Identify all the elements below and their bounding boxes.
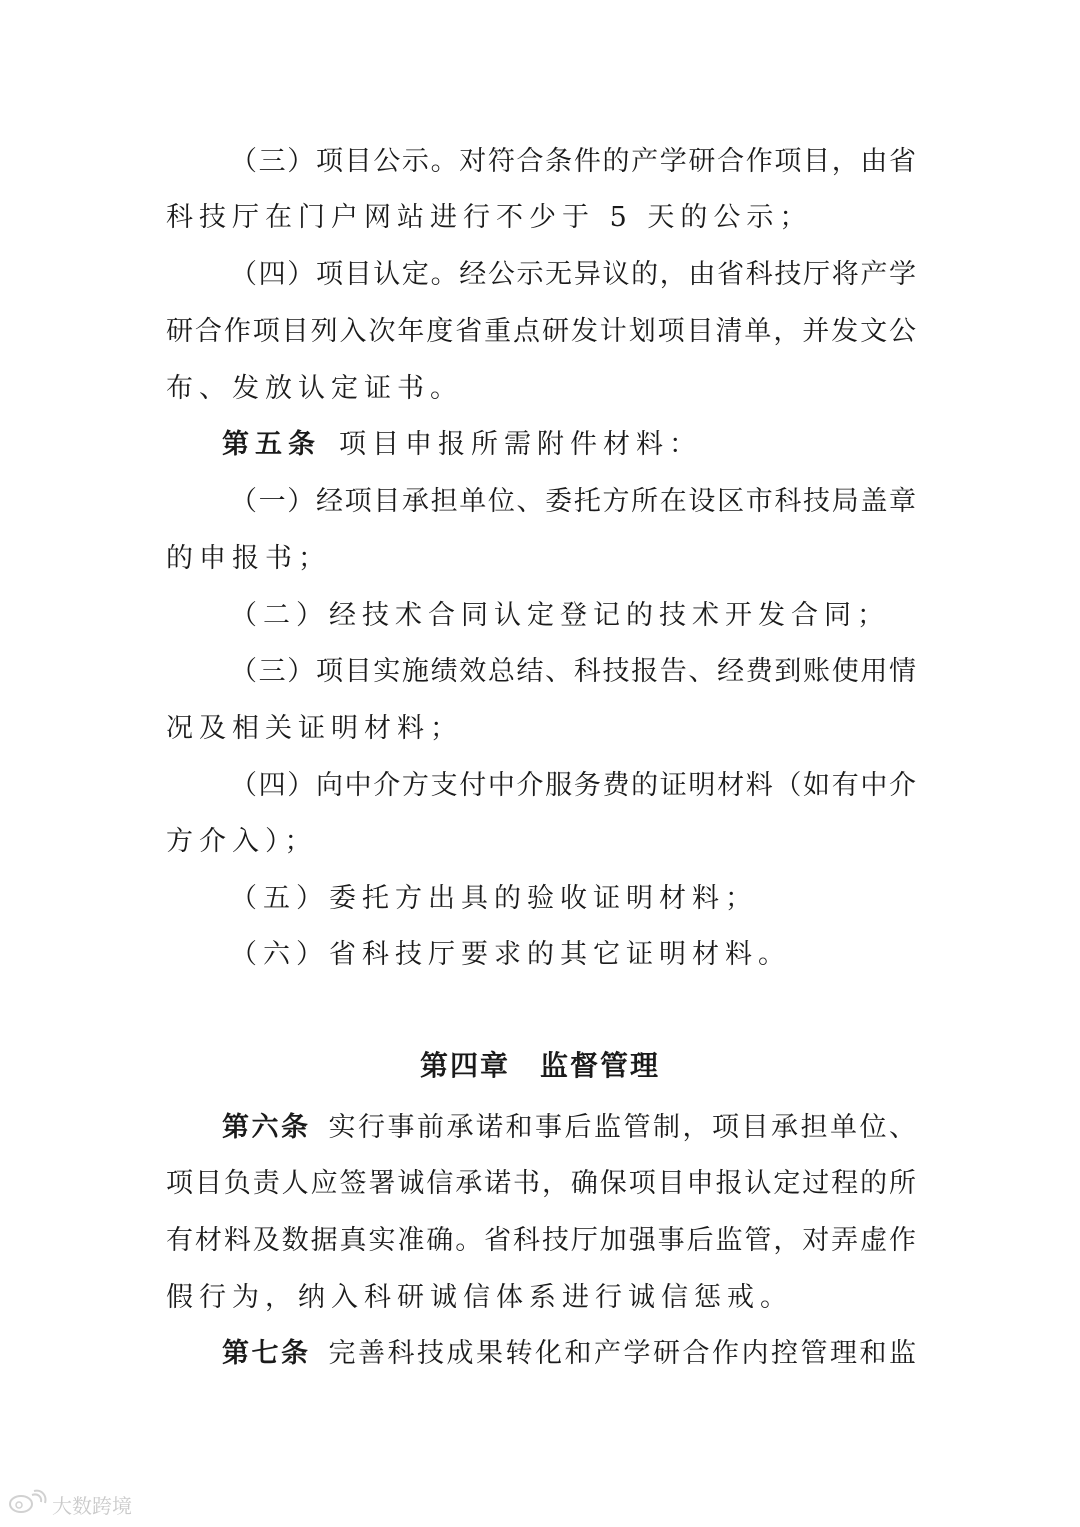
- article-6-line-1: [222, 1108, 916, 1148]
- section-4-line-1: （四）项目认定。经公示无异议的，由省科技厅将产学: [230, 259, 916, 290]
- article-5-label: 第五条: [222, 429, 321, 460]
- section-4-line-2: 研合作项目列入次年度省重点研发计划项目清单，并发文公: [166, 316, 916, 347]
- article-5-item-2-line-1: （二）经技术合同认定登记的技术开发合同；: [230, 600, 890, 631]
- chapter-4-title: 第四章 监督管理: [419, 1049, 660, 1082]
- section-3-line-1: （三）项目公示。对符合条件的产学研合作项目，由省: [230, 146, 916, 177]
- section-4-line-3: 布、发放认定证书。: [166, 373, 463, 404]
- article-7-line-1-text: 完善科技成果转化和产学研合作内控管理和监: [328, 1338, 916, 1369]
- article-5-item-5-line-1: （五）委托方出具的验收证明材料；: [230, 883, 758, 914]
- section-3-line-2: 科技厅在门户网站进行不少于 5 天的公示；: [166, 202, 813, 233]
- article-7-label: 第七条: [222, 1338, 311, 1369]
- article-5-item-4-line-1: （四）向中介方支付中介服务费的证明材料（如有中介: [230, 770, 916, 801]
- article-6-line-4: 假行为，纳入科研诚信体系进行诚信惩戒。: [166, 1282, 793, 1313]
- article-5-item-4-line-2: 方介入）；: [166, 826, 318, 857]
- watermark-text: 大数跨境: [52, 1493, 132, 1518]
- weibo-like-logo-icon: [8, 1489, 52, 1520]
- article-5-item-1-line-2: 的申报书；: [166, 543, 331, 574]
- article-5-item-1-line-1: （一）经项目承担单位、委托方所在设区市科技局盖章: [230, 486, 916, 517]
- article-5-item-3-line-1: （三）项目实施绩效总结、科技报告、经费到账使用情: [230, 656, 916, 687]
- article-6-line-3: 有材料及数据真实准确。省科技厅加强事后监管，对弄虚作: [166, 1225, 916, 1256]
- article-6-label: 第六条: [222, 1112, 311, 1143]
- article-5-item-6-line-1: （六）省科技厅要求的其它证明材料。: [230, 939, 791, 970]
- watermark: [8, 1488, 132, 1520]
- article-7-line-1: [222, 1334, 916, 1374]
- article-5-item-3-line-2: 况及相关证明材料；: [166, 713, 463, 744]
- article-6-line-1-text: 实行事前承诺和事后监管制，项目承担单位、: [328, 1112, 916, 1143]
- article-6-line-2: 项目负责人应签署诚信承诺书，确保项目申报认定过程的所: [166, 1168, 916, 1199]
- article-5-text: 项目申报所需附件材料：: [339, 429, 702, 460]
- article-5-heading: [222, 425, 908, 465]
